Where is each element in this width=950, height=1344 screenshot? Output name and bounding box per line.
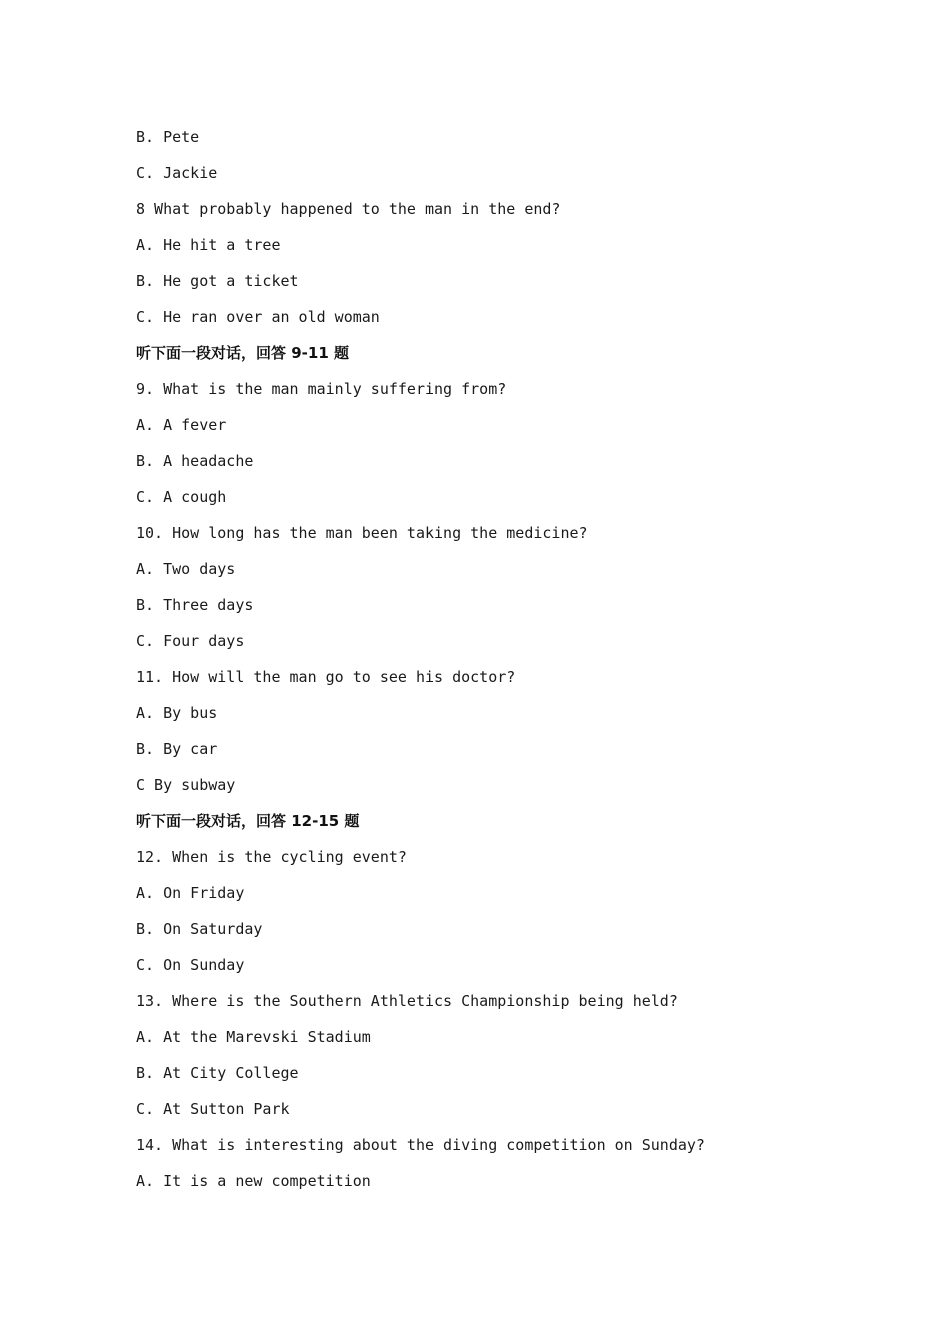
question-line: 9. What is the man mainly suffering from?	[136, 380, 507, 398]
option-line: A. He hit a tree	[136, 236, 281, 254]
question-line: 14. What is interesting about the diving competition on Sunday?	[136, 1136, 705, 1154]
option-line: A. It is a new competition	[136, 1172, 371, 1190]
option-line: B. On Saturday	[136, 920, 263, 938]
option-line: C. Four days	[136, 632, 245, 650]
option-line: A. At the Marevski Stadium	[136, 1028, 371, 1046]
option-line: A. On Friday	[136, 884, 245, 902]
section-heading: 听下面一段对话，回答 12-15 题	[136, 812, 360, 830]
option-line: C. On Sunday	[136, 956, 245, 974]
option-line: A. By bus	[136, 704, 218, 722]
question-line: 10. How long has the man been taking the medicine?	[136, 524, 588, 542]
option-line: B. Three days	[136, 596, 254, 614]
option-line: B. At City College	[136, 1064, 299, 1082]
option-line: B. By car	[136, 740, 218, 758]
document-body	[136, 126, 836, 1206]
option-line: C. A cough	[136, 488, 227, 506]
option-line: B. Pete	[136, 128, 200, 146]
option-line: A. Two days	[136, 560, 236, 578]
question-line: 8 What probably happened to the man in the end?	[136, 200, 561, 218]
option-line: C. Jackie	[136, 164, 218, 182]
question-line: 12. When is the cycling event?	[136, 848, 407, 866]
question-line: 11. How will the man go to see his doctor?	[136, 668, 516, 686]
option-line: B. He got a ticket	[136, 272, 299, 290]
option-line: C By subway	[136, 776, 236, 794]
option-line: C. At Sutton Park	[136, 1100, 290, 1118]
section-heading: 听下面一段对话，回答 9-11 题	[136, 344, 349, 362]
question-line: 13. Where is the Southern Athletics Championship being held?	[136, 992, 678, 1010]
option-line: B. A headache	[136, 452, 254, 470]
option-line: A. A fever	[136, 416, 227, 434]
option-line: C. He ran over an old woman	[136, 308, 380, 326]
